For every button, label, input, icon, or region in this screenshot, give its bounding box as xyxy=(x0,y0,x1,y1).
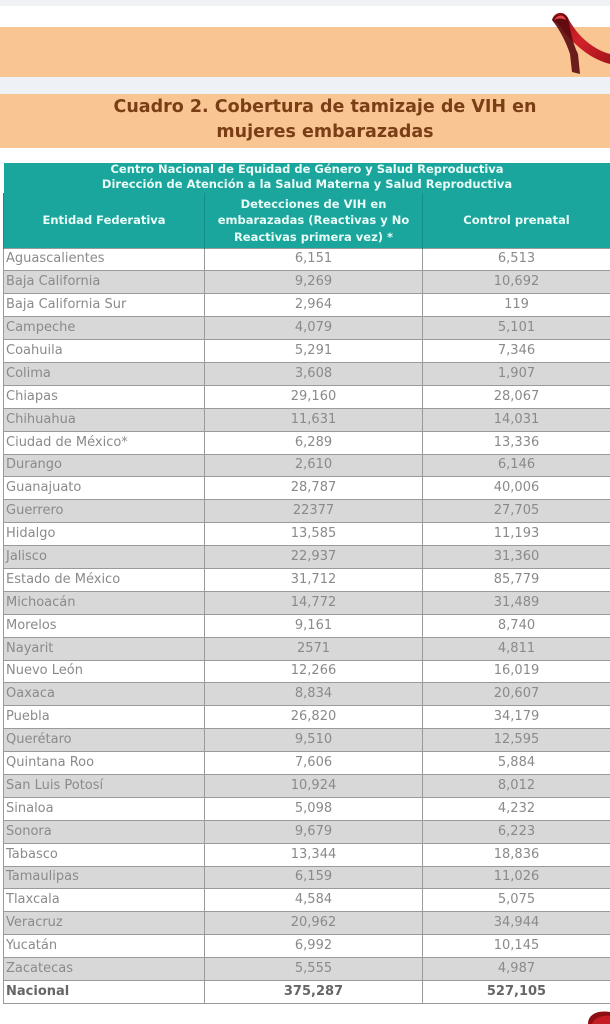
cell-control: 28,067 xyxy=(423,385,610,408)
cell-entidad: Coahuila xyxy=(4,340,205,363)
table-row xyxy=(4,683,610,706)
cell-control: 10,692 xyxy=(423,271,610,294)
cell-entidad: Oaxaca xyxy=(4,683,205,706)
cell-control: 6,513 xyxy=(423,248,610,271)
cell-entidad: Sonora xyxy=(4,820,205,843)
table-row xyxy=(4,500,610,523)
cell-entidad: Tamaulipas xyxy=(4,866,205,889)
table-row xyxy=(4,706,610,729)
table-row xyxy=(4,294,610,317)
cell-entidad: Chihuahua xyxy=(4,408,205,431)
cell-entidad: Baja California Sur xyxy=(4,294,205,317)
table-row xyxy=(4,248,610,271)
table-row xyxy=(4,340,610,363)
title-line-1: Cuadro 2. Cobertura de tamizaje de VIH en xyxy=(113,97,537,117)
cell-entidad: San Luis Potosí xyxy=(4,774,205,797)
cell-control: 16,019 xyxy=(423,660,610,683)
top-strip xyxy=(0,0,610,6)
red-ribbon-icon xyxy=(538,8,610,78)
cell-detecciones: 5,555 xyxy=(205,958,423,981)
cell-control: 12,595 xyxy=(423,729,610,752)
cell-detecciones: 5,098 xyxy=(205,797,423,820)
total-control: 527,105 xyxy=(423,981,610,1004)
cell-entidad: Tlaxcala xyxy=(4,889,205,912)
table-row xyxy=(4,546,610,569)
cell-control: 1,907 xyxy=(423,362,610,385)
cell-control: 14,031 xyxy=(423,408,610,431)
table-row xyxy=(4,271,610,294)
cell-detecciones: 6,159 xyxy=(205,866,423,889)
cell-control: 11,026 xyxy=(423,866,610,889)
cell-detecciones: 7,606 xyxy=(205,752,423,775)
cell-detecciones: 31,712 xyxy=(205,568,423,591)
cell-control: 34,179 xyxy=(423,706,610,729)
org-header-row-2 xyxy=(4,176,610,193)
cell-entidad: Michoacán xyxy=(4,591,205,614)
cell-detecciones: 22377 xyxy=(205,500,423,523)
table-row xyxy=(4,431,610,454)
total-detecciones: 375,287 xyxy=(205,981,423,1004)
org-name: Centro Nacional de Equidad de Género y Salud Reproductiva xyxy=(4,163,610,176)
cell-detecciones: 9,269 xyxy=(205,271,423,294)
table-row xyxy=(4,843,610,866)
cell-control: 34,944 xyxy=(423,912,610,935)
hiv-screening-table xyxy=(3,163,610,1004)
cell-control: 31,489 xyxy=(423,591,610,614)
table-row xyxy=(4,637,610,660)
cell-detecciones: 2,964 xyxy=(205,294,423,317)
table-row xyxy=(4,385,610,408)
cell-detecciones: 13,344 xyxy=(205,843,423,866)
cell-entidad: Ciudad de México* xyxy=(4,431,205,454)
cell-detecciones: 9,161 xyxy=(205,614,423,637)
table-row xyxy=(4,774,610,797)
table-row xyxy=(4,317,610,340)
cell-control: 5,101 xyxy=(423,317,610,340)
cell-entidad: Jalisco xyxy=(4,546,205,569)
cell-detecciones: 12,266 xyxy=(205,660,423,683)
cell-detecciones: 2,610 xyxy=(205,454,423,477)
cell-control: 4,232 xyxy=(423,797,610,820)
cell-control: 85,779 xyxy=(423,568,610,591)
cell-detecciones: 6,289 xyxy=(205,431,423,454)
divider-strip xyxy=(0,77,610,94)
cell-detecciones: 29,160 xyxy=(205,385,423,408)
cell-detecciones: 9,510 xyxy=(205,729,423,752)
total-label: Nacional xyxy=(4,981,205,1004)
table-row xyxy=(4,752,610,775)
cell-detecciones: 6,992 xyxy=(205,935,423,958)
cell-detecciones: 11,631 xyxy=(205,408,423,431)
table-row xyxy=(4,362,610,385)
cell-detecciones: 2571 xyxy=(205,637,423,660)
table-row xyxy=(4,729,610,752)
cell-control: 18,836 xyxy=(423,843,610,866)
cell-detecciones: 28,787 xyxy=(205,477,423,500)
cell-entidad: Quintana Roo xyxy=(4,752,205,775)
total-row xyxy=(4,981,610,1004)
table-row xyxy=(4,935,610,958)
table-row xyxy=(4,454,610,477)
cell-detecciones: 26,820 xyxy=(205,706,423,729)
table-row xyxy=(4,866,610,889)
title-line-2: mujeres embarazadas xyxy=(216,122,434,142)
table-row xyxy=(4,568,610,591)
cell-control: 7,346 xyxy=(423,340,610,363)
cell-entidad: Puebla xyxy=(4,706,205,729)
cell-control: 8,012 xyxy=(423,774,610,797)
cell-detecciones: 14,772 xyxy=(205,591,423,614)
cell-entidad: Tabasco xyxy=(4,843,205,866)
table-row xyxy=(4,477,610,500)
column-header-detecciones: Detecciones de VIH en embarazadas (Reactivas y No Reactivas primera vez) * xyxy=(205,193,423,248)
table-title xyxy=(0,94,610,148)
column-header-control: Control prenatal xyxy=(423,193,610,248)
org-header-row-1 xyxy=(4,163,610,176)
cell-detecciones: 3,608 xyxy=(205,362,423,385)
table-row xyxy=(4,660,610,683)
cell-detecciones: 8,834 xyxy=(205,683,423,706)
cell-control: 11,193 xyxy=(423,523,610,546)
decorative-band xyxy=(0,27,610,77)
cell-detecciones: 20,962 xyxy=(205,912,423,935)
table-row xyxy=(4,820,610,843)
cell-control: 40,006 xyxy=(423,477,610,500)
column-header-row xyxy=(4,193,610,248)
cell-entidad: Campeche xyxy=(4,317,205,340)
cell-detecciones: 5,291 xyxy=(205,340,423,363)
cell-entidad: Veracruz xyxy=(4,912,205,935)
cell-detecciones: 6,151 xyxy=(205,248,423,271)
cell-entidad: Colima xyxy=(4,362,205,385)
table-row xyxy=(4,614,610,637)
cell-entidad: Estado de México xyxy=(4,568,205,591)
cell-detecciones: 4,079 xyxy=(205,317,423,340)
org-department: Dirección de Atención a la Salud Materna y Salud Reproductiva xyxy=(4,176,610,193)
cell-detecciones: 13,585 xyxy=(205,523,423,546)
cell-control: 31,360 xyxy=(423,546,610,569)
cell-control: 4,811 xyxy=(423,637,610,660)
cell-entidad: Querétaro xyxy=(4,729,205,752)
cell-control: 6,146 xyxy=(423,454,610,477)
cell-control: 4,987 xyxy=(423,958,610,981)
cell-control: 5,884 xyxy=(423,752,610,775)
cell-control: 8,740 xyxy=(423,614,610,637)
cell-detecciones: 9,679 xyxy=(205,820,423,843)
cell-entidad: Baja California xyxy=(4,271,205,294)
cell-entidad: Zacatecas xyxy=(4,958,205,981)
table-row xyxy=(4,958,610,981)
cell-entidad: Chiapas xyxy=(4,385,205,408)
cell-detecciones: 4,584 xyxy=(205,889,423,912)
table-row xyxy=(4,591,610,614)
table-body xyxy=(4,248,610,1003)
table-row xyxy=(4,912,610,935)
column-header-entidad: Entidad Federativa xyxy=(4,193,205,248)
cell-control: 119 xyxy=(423,294,610,317)
cell-entidad: Nayarit xyxy=(4,637,205,660)
cell-entidad: Durango xyxy=(4,454,205,477)
cell-control: 13,336 xyxy=(423,431,610,454)
cell-entidad: Morelos xyxy=(4,614,205,637)
table-row xyxy=(4,523,610,546)
cell-detecciones: 10,924 xyxy=(205,774,423,797)
table-row xyxy=(4,797,610,820)
cell-entidad: Nuevo León xyxy=(4,660,205,683)
cell-entidad: Aguascalientes xyxy=(4,248,205,271)
table-row xyxy=(4,408,610,431)
cell-entidad: Yucatán xyxy=(4,935,205,958)
table-row xyxy=(4,889,610,912)
cell-entidad: Hidalgo xyxy=(4,523,205,546)
cell-detecciones: 22,937 xyxy=(205,546,423,569)
cell-entidad: Guerrero xyxy=(4,500,205,523)
cell-control: 6,223 xyxy=(423,820,610,843)
cell-control: 27,705 xyxy=(423,500,610,523)
cell-control: 10,145 xyxy=(423,935,610,958)
red-ribbon-icon-bottom xyxy=(578,1008,610,1024)
cell-entidad: Sinaloa xyxy=(4,797,205,820)
cell-control: 20,607 xyxy=(423,683,610,706)
cell-entidad: Guanajuato xyxy=(4,477,205,500)
cell-control: 5,075 xyxy=(423,889,610,912)
